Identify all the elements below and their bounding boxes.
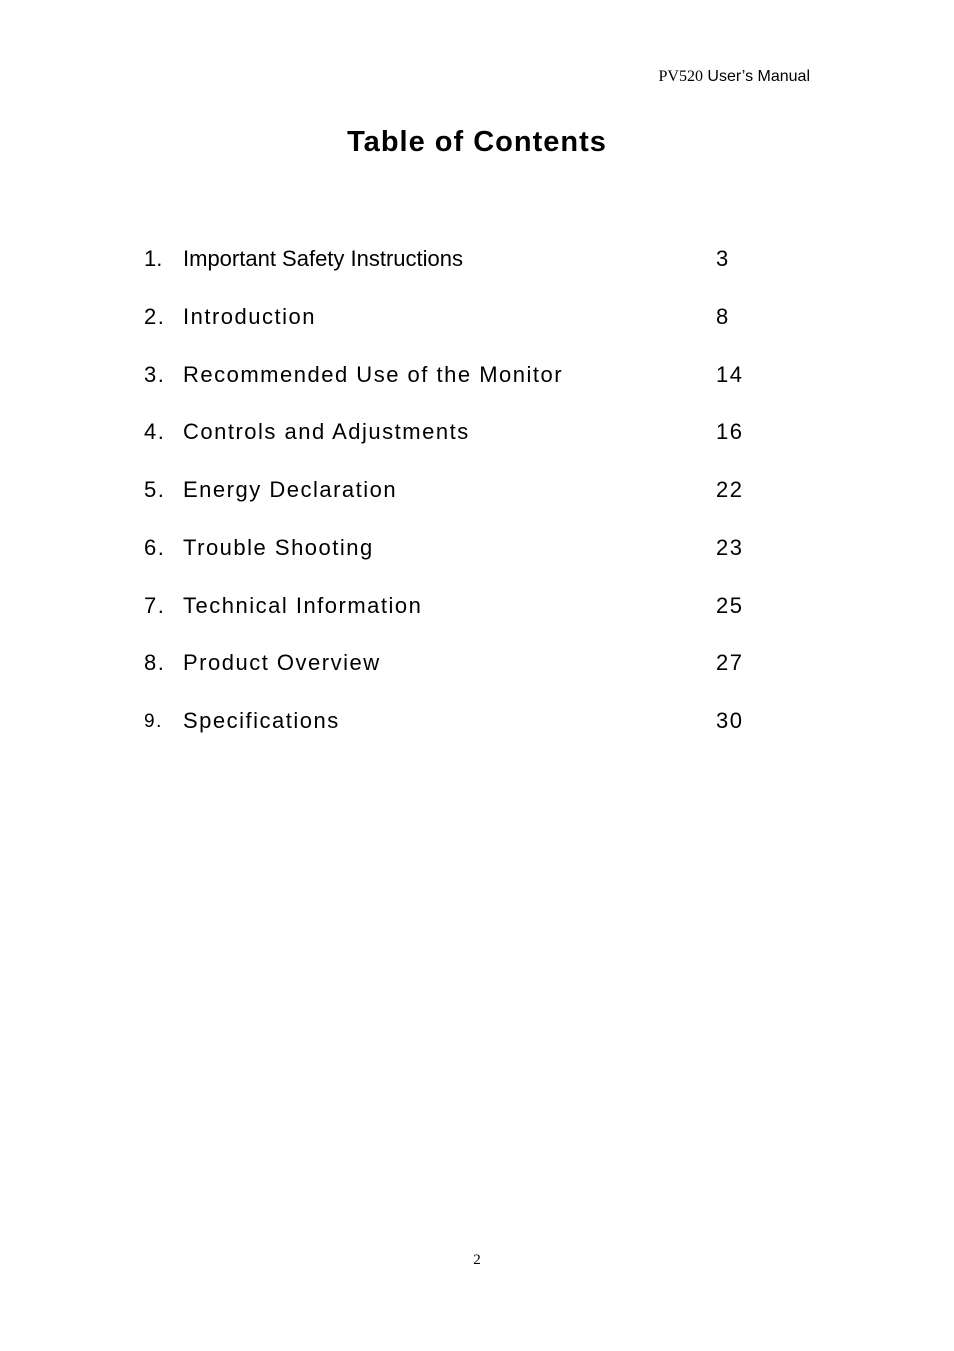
toc-entry-title: Specifications	[183, 708, 340, 733]
table-of-contents	[144, 246, 784, 766]
toc-entry[interactable]	[144, 650, 784, 708]
toc-entry-number: 8.	[144, 650, 166, 676]
toc-entry-title: Recommended Use of the Monitor	[183, 361, 564, 387]
toc-entry-number: 5.	[144, 477, 166, 502]
toc-entry-page: 27	[716, 650, 744, 676]
toc-entry-title: Trouble Shooting	[183, 534, 374, 560]
toc-entry-page: 8	[716, 303, 730, 329]
toc-entry-title: Controls and Adjustments	[183, 419, 470, 445]
toc-entry-number: 7.	[144, 592, 166, 618]
page-number: 2	[473, 1252, 481, 1268]
toc-entry-page: 16	[716, 419, 744, 445]
toc-entry-number: 4.	[144, 419, 166, 445]
toc-entry-page: 14	[716, 361, 744, 387]
toc-entry-title: Technical Information	[183, 592, 423, 618]
toc-entry-page: 23	[716, 534, 744, 560]
toc-entry-page: 22	[716, 477, 744, 502]
toc-entry[interactable]	[144, 708, 784, 766]
toc-entry-number: 2.	[144, 303, 166, 329]
running-header	[659, 68, 810, 86]
toc-entry-title: Introduction	[183, 303, 316, 329]
toc-entry[interactable]	[144, 535, 784, 593]
toc-entry-number: 1.	[144, 246, 163, 271]
toc-entry-page: 25	[716, 592, 744, 618]
toc-entry[interactable]	[144, 477, 784, 535]
header-model: PV520	[658, 68, 703, 85]
header-manual-title: User’s Manual	[702, 68, 810, 85]
toc-entry-title: Important Safety Instructions	[183, 246, 464, 271]
toc-entry-number: 6.	[144, 534, 166, 560]
toc-entry[interactable]	[144, 304, 784, 362]
page-title: Table of Contents	[347, 126, 607, 158]
toc-entry-number: 9.	[144, 711, 163, 732]
toc-entry-title: Energy Declaration	[183, 477, 398, 502]
toc-entry-page: 3	[716, 246, 729, 271]
toc-entry-title: Product Overview	[183, 650, 381, 676]
toc-entry[interactable]	[144, 246, 784, 304]
toc-entry[interactable]	[144, 419, 784, 477]
toc-entry[interactable]	[144, 362, 784, 420]
toc-entry-number: 3.	[144, 361, 166, 387]
toc-entry-page: 30	[716, 708, 744, 733]
toc-entry[interactable]	[144, 593, 784, 651]
